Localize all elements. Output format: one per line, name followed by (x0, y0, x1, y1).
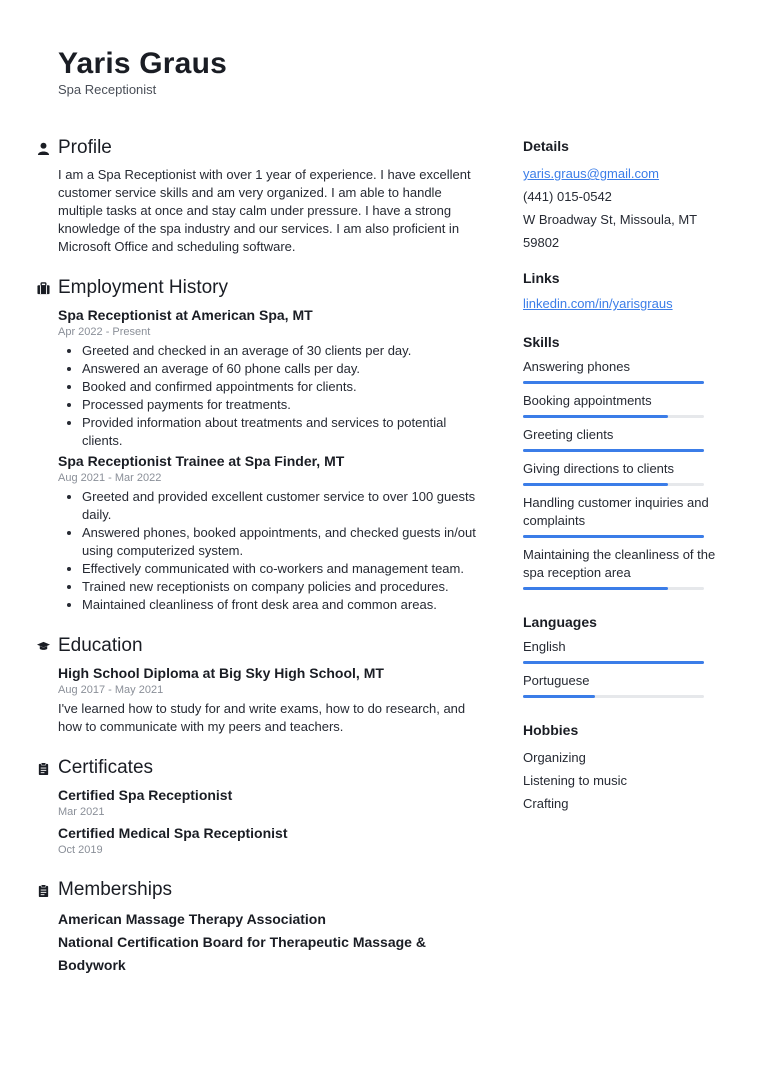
language-level-bar (523, 695, 704, 698)
briefcase-icon (36, 281, 50, 295)
languages-heading: Languages (523, 614, 597, 630)
list-item: • Greeted and checked in an average of 30 clients per day. (82, 342, 484, 360)
skill-label: Handling customer inquiries and complaints (523, 495, 709, 528)
hobbies-block (523, 720, 728, 815)
language-label: English (523, 639, 566, 654)
skill-level-fill (523, 483, 668, 486)
hobbies-heading: Hobbies (523, 722, 579, 738)
certificate-title: Certified Spa Receptionist (58, 787, 233, 803)
resume-header (58, 46, 227, 97)
links-heading: Links (523, 270, 560, 286)
skill-level-bar (523, 587, 704, 590)
email-link[interactable]: yaris.graus@gmail.com (523, 166, 660, 181)
job-date: Aug 2021 - Mar 2022 (58, 472, 162, 484)
skills-heading: Skills (523, 334, 560, 350)
membership-item: National Certification Board for Therapeutic Massage & Bodywork (58, 934, 426, 973)
languages-block (523, 612, 728, 698)
graduation-cap-icon (36, 639, 50, 653)
language-level-bar (523, 661, 704, 664)
profile-heading: Profile (58, 137, 112, 158)
candidate-title: Spa Receptionist (58, 82, 157, 97)
hobby-item: Listening to music (523, 773, 628, 788)
language (523, 672, 728, 698)
profile-section (36, 136, 484, 256)
list-item: • Provided information about treatments and services to potential clients. (82, 414, 484, 450)
skill-level-fill (523, 381, 704, 384)
job-entry (58, 306, 484, 450)
clipboard-icon (36, 883, 50, 897)
skills-block (523, 332, 728, 590)
skill-level-fill (523, 587, 668, 590)
skill-label: Giving directions to clients (523, 461, 675, 476)
skill (523, 392, 728, 418)
sidebar (523, 136, 728, 829)
phone-number: (441) 015-0542 (523, 189, 612, 204)
certificate-entry (58, 824, 484, 858)
profile-text: I am a Spa Receptionist with over 1 year of experience. I have excellent customer service skills and am very organized. I am able to handle multiple tasks at once and stay calm under pressure. I have a strong knowledge of the spa industry and our services. I am also proficient in Microsoft Office and scheduling software. (58, 167, 471, 254)
certificate-date: Oct 2019 (58, 844, 103, 856)
list-item: • Maintained cleanliness of front desk area and common areas. (82, 596, 484, 614)
language-level-fill (523, 695, 595, 698)
skill-level-bar (523, 415, 704, 418)
clipboard-icon (36, 761, 50, 775)
list-item: • Answered an average of 60 phone calls per day. (82, 360, 484, 378)
candidate-name: Yaris Graus (58, 47, 227, 80)
address: W Broadway St, Missoula, MT 59802 (523, 212, 697, 250)
job-title: Spa Receptionist at American Spa, MT (58, 307, 313, 323)
skill-label: Greeting clients (523, 427, 614, 442)
skill (523, 494, 728, 538)
membership-item: American Massage Therapy Association (58, 911, 326, 927)
skill (523, 358, 728, 384)
memberships-heading: Memberships (58, 879, 173, 900)
language-level-fill (523, 661, 704, 664)
education-date: Aug 2017 - May 2021 (58, 684, 164, 696)
details-heading: Details (523, 138, 569, 154)
skill-level-fill (523, 415, 668, 418)
job-bullets (58, 342, 484, 450)
skill-level-bar (523, 381, 704, 384)
employment-section (36, 276, 484, 614)
skill (523, 546, 728, 590)
list-item: • Answered phones, booked appointments, and checked guests in/out using computerized system. (82, 524, 484, 560)
certificates-heading: Certificates (58, 757, 154, 778)
hobby-item: Organizing (523, 750, 586, 765)
education-section (36, 634, 484, 736)
job-bullets (58, 488, 484, 614)
links-block (523, 268, 728, 314)
list-item: • Processed payments for treatments. (82, 396, 484, 414)
education-text: I've learned how to study for and write exams, how to do research, and how to communicate with my peers and teachers. (58, 701, 466, 734)
certificate-title: Certified Medical Spa Receptionist (58, 825, 288, 841)
skill-label: Maintaining the cleanliness of the spa reception area (523, 547, 716, 580)
certificate-entry (58, 786, 484, 820)
list-item: • Trained new receptionists on company policies and procedures. (82, 578, 484, 596)
list-item: • Booked and confirmed appointments for clients. (82, 378, 484, 396)
education-title: High School Diploma at Big Sky High School, MT (58, 665, 384, 681)
hobby-item: Crafting (523, 796, 569, 811)
list-item: • Greeted and provided excellent customer service to over 100 guests daily. (82, 488, 484, 524)
skill-label: Booking appointments (523, 393, 652, 408)
certificates-section (36, 756, 484, 858)
details-block (523, 136, 728, 254)
skill-level-bar (523, 449, 704, 452)
skill (523, 426, 728, 452)
language-label: Portuguese (523, 673, 590, 688)
job-title: Spa Receptionist Trainee at Spa Finder, MT (58, 453, 345, 469)
certificate-date: Mar 2021 (58, 806, 105, 818)
skill-level-fill (523, 535, 704, 538)
skill-label: Answering phones (523, 359, 630, 374)
employment-heading: Employment History (58, 277, 228, 298)
language (523, 638, 728, 664)
linkedin-link[interactable]: linkedin.com/in/yarisgraus (523, 296, 673, 311)
skill (523, 460, 728, 486)
main-column (36, 136, 484, 997)
memberships-section (36, 878, 484, 977)
skill-level-fill (523, 449, 704, 452)
job-date: Apr 2022 - Present (58, 326, 151, 338)
education-heading: Education (58, 635, 143, 656)
skill-level-bar (523, 535, 704, 538)
person-icon (36, 141, 50, 155)
skill-level-bar (523, 483, 704, 486)
job-entry (58, 452, 484, 614)
list-item: • Effectively communicated with co-workers and management team. (82, 560, 484, 578)
